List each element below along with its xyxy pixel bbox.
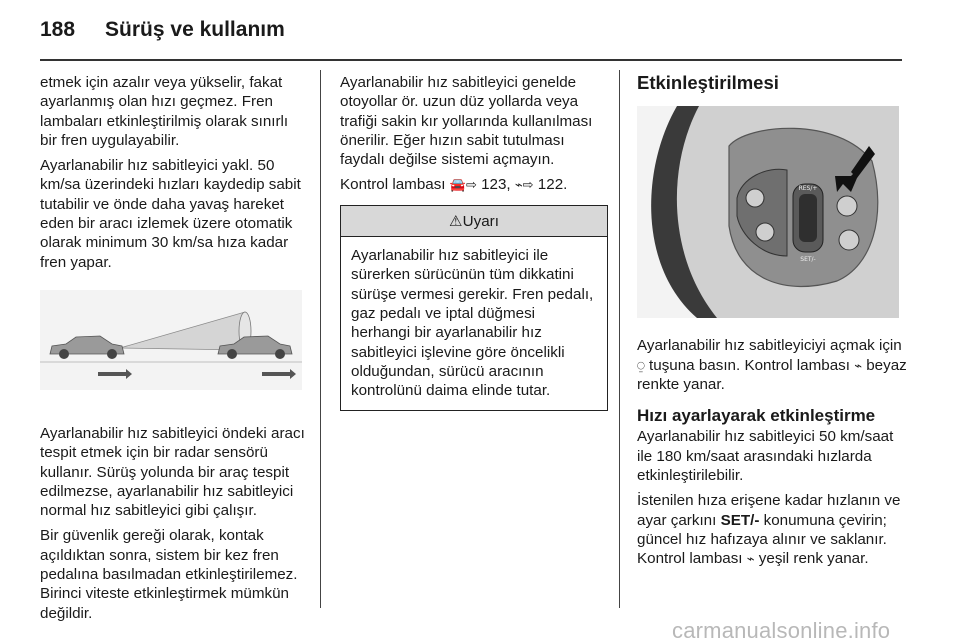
cruise-control-icon: ⌁ bbox=[854, 357, 863, 373]
subsection-heading: Hızı ayarlayarak etkinleştirme bbox=[637, 406, 876, 426]
set-label: SET/- bbox=[800, 256, 816, 264]
column-divider-1 bbox=[320, 70, 321, 608]
warning-title: Uyarı bbox=[462, 212, 499, 230]
page-title: Sürüş ve kullanım bbox=[105, 18, 285, 41]
watermark: carmanualsonline.info bbox=[672, 618, 891, 643]
cruise-control-icon: ⌁ bbox=[746, 551, 755, 567]
paragraph: etmek için azalır veya yükselir, fakat ayarlanmış olan hızı geçmez. Fren lambaları etkinleştirilmiş olarak sınırlı bir fren uygulayabilir. bbox=[40, 74, 289, 149]
paragraph bbox=[637, 336, 907, 394]
text: Ayarlanabilir hız sabitleyiciyi açmak için bbox=[637, 337, 902, 355]
paragraph: Ayarlanabilir hız sabitleyici genelde otoyollar ör. uzun düz yollarda veya trafiği sakin kır yollarında kullanılması önerilir. Eğer hızın sabit tutulması faydalı değilse sistemi açmayın. bbox=[340, 74, 593, 169]
warning-box bbox=[340, 205, 608, 412]
text: yeşil renk yanar. bbox=[754, 550, 869, 568]
res-label: RES/+ bbox=[798, 185, 818, 193]
column-1 bbox=[40, 73, 308, 629]
page-ref-icon: ⇨ bbox=[522, 177, 534, 193]
text: İstenilen hıza erişene kadar hızlanın ve ayar çarkını bbox=[637, 492, 901, 529]
page-header bbox=[40, 18, 285, 52]
text: 122. bbox=[533, 176, 568, 194]
radar-illustration bbox=[40, 290, 302, 390]
text: beyaz renkte yanar. bbox=[637, 356, 907, 393]
page-number: 188 bbox=[40, 18, 76, 41]
paragraph bbox=[340, 175, 608, 194]
cruise-on-button-icon: ⍜ bbox=[637, 357, 645, 373]
paragraph: Ayarlanabilir hız sabitleyici yakl. 50 km/sa üzerindeki hızları kaydedip sabit tutabilir ve önde daha yavaş hareket eden bir aracı izlemek üzere otomatik olarak minimum 30 km/sa hıza kadar fren yapar. bbox=[40, 157, 301, 271]
paragraph bbox=[637, 491, 907, 568]
column-2 bbox=[340, 73, 608, 411]
header-rule bbox=[40, 59, 902, 61]
paragraph: Ayarlanabilir hız sabitleyici öndeki aracı tespit etmek için bir radar sensörü kullanır. Sürüş yolunda bir araç tespit edilmezse, ayarlanabilir hız sabitleyici normal hız sabitleyici gibi çalışır. bbox=[40, 424, 305, 520]
set-control-label: SET/- bbox=[720, 511, 760, 529]
paragraph: Bir güvenlik gereği olarak, kontak açıldıktan sonra, sistem bir kez fren pedalına basılmadan etkinleştirilemez. Birinci viteste etkinleştirmek mümkün değildir. bbox=[40, 527, 298, 622]
text: Kontrol lambası bbox=[340, 176, 450, 194]
column-divider-2 bbox=[619, 70, 620, 608]
steering-wheel-illustration bbox=[637, 106, 899, 318]
section-heading: Etkinleştirilmesi bbox=[637, 72, 779, 93]
cruise-control-icon: ⌁ bbox=[514, 177, 523, 193]
text: 123, bbox=[476, 176, 515, 194]
warning-header bbox=[341, 206, 607, 237]
page-ref-icon: ⇨ bbox=[465, 177, 477, 193]
column-3 bbox=[637, 73, 907, 575]
warning-text: Ayarlanabilir hız sabitleyici ile sürerken sürücünün tüm dikkatini sürüşe vermesi gerekir. Fren pedalı, gaz pedalı ve iptal düğmesi herhangi bir ayarlanabilir hız sabitleyici işlevine göre öncelikli olduğundan, sürücü aracının kontrolünü daima elinde tutar. bbox=[351, 247, 594, 400]
car-warning-icon: 🚘 bbox=[449, 177, 466, 193]
text: tuşuna basın. Kontrol lambası bbox=[644, 356, 855, 374]
paragraph: Ayarlanabilir hız sabitleyici 50 km/saat ile 180 km/saat arasındaki hızlarda etkinleştirilebilir. bbox=[637, 428, 894, 485]
text: konumuna çevirin; güncel hız hafızaya alınır ve saklanır. Kontrol lambası bbox=[637, 511, 887, 568]
warning-triangle-icon: ⚠ bbox=[449, 212, 463, 230]
